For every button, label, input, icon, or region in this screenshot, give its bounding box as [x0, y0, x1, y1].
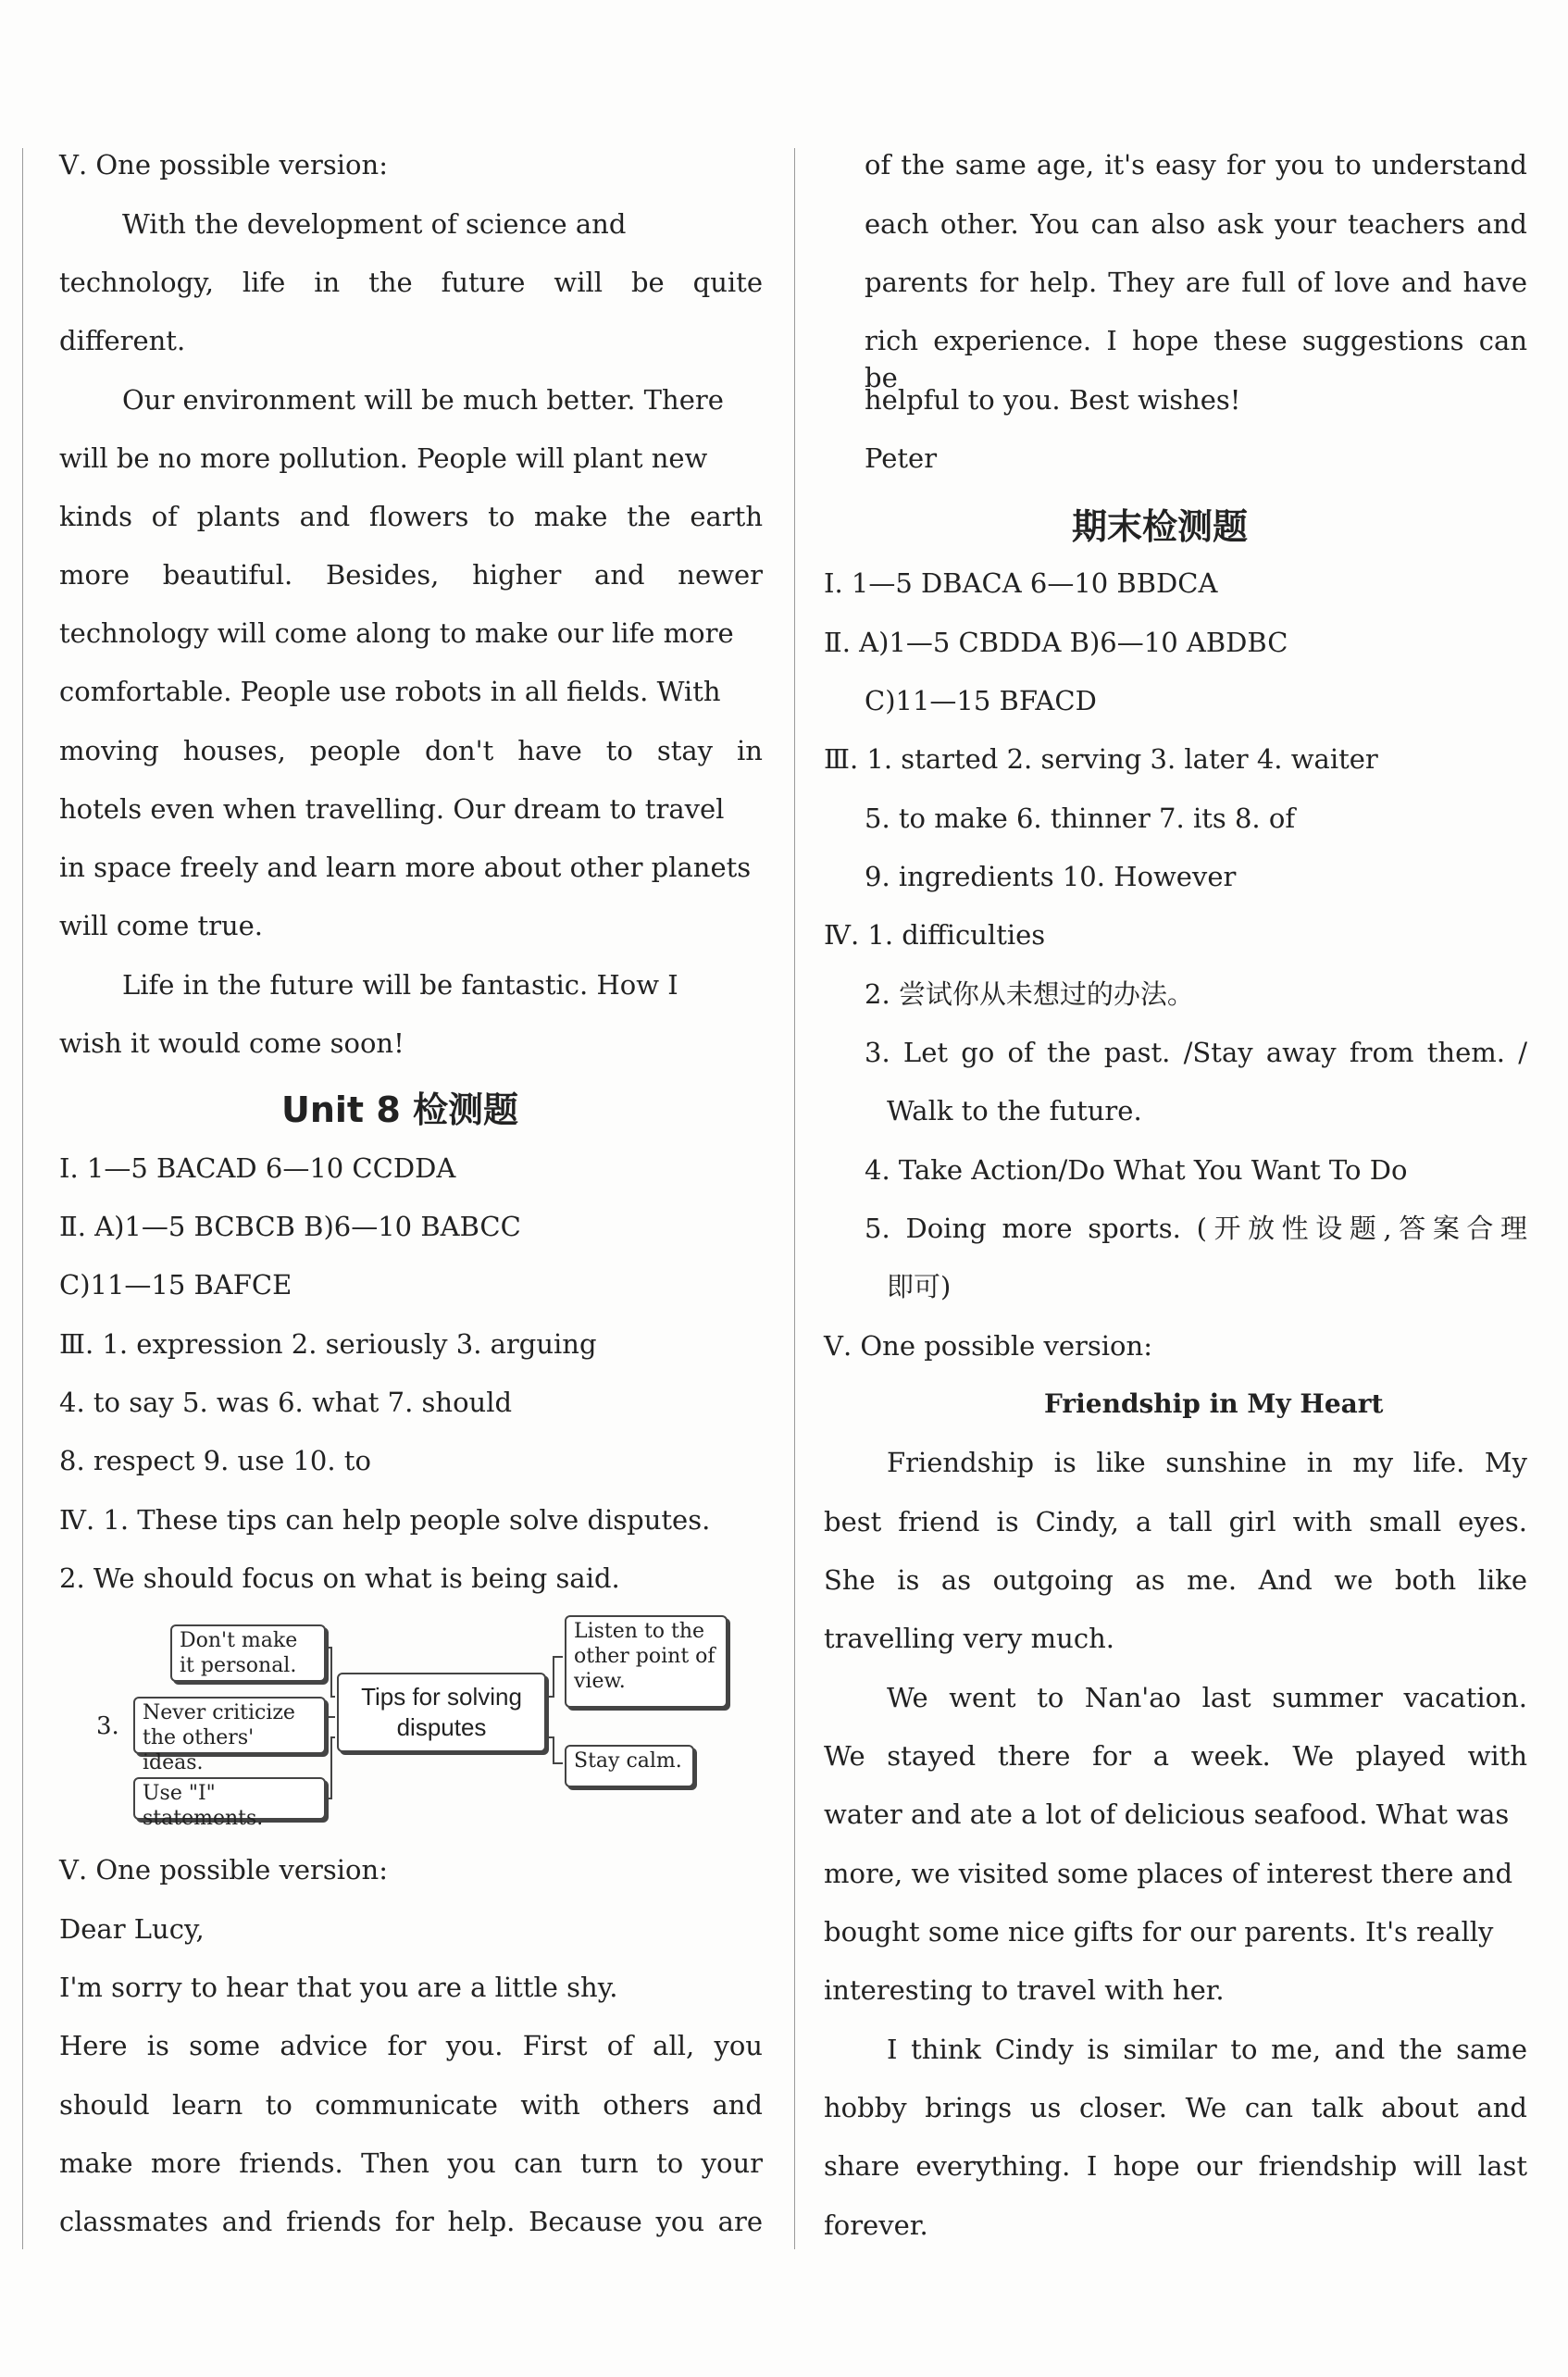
column-divider	[794, 148, 795, 2249]
essay-line: hotels even when travelling. Our dream to travel	[59, 793, 725, 825]
letter-line: rich experience. I hope these suggestions can be	[865, 325, 1527, 393]
letter-line: should learn to communicate with others and	[59, 2089, 763, 2121]
essay-line: Our environment will be much better. There	[122, 384, 724, 416]
essay-line: bought some nice gifts for our parents. It's really	[824, 1916, 1494, 1948]
letter-line: I'm sorry to hear that you are a little shy.	[59, 1972, 618, 2003]
essay-line: We stayed there for a week. We played with	[824, 1740, 1527, 1772]
essay-line: We went to Nan'ao last summer vacation.	[887, 1682, 1527, 1713]
answer-line: Ⅲ. 1. expression 2. seriously 3. arguing	[59, 1328, 597, 1360]
connector-line	[546, 1657, 563, 1697]
answer-line: 即可)	[887, 1271, 952, 1302]
mindmap-number: 3.	[96, 1712, 119, 1740]
answer-line: 2. 尝试你从未想过的办法。	[865, 978, 1194, 1010]
answer-line: 9. ingredients 10. However	[865, 861, 1237, 892]
essay-line: forever.	[824, 2209, 928, 2241]
answer-line: Ⅳ. 1. These tips can help people solve disputes.	[59, 1504, 711, 1536]
essay-line: more, we visited some places of interest there and	[824, 1858, 1513, 1889]
essay-line: comfortable. People use robots in all fields. With	[59, 676, 721, 707]
mindmap-center-box: Tips for solving disputes	[337, 1673, 546, 1752]
unit8-title: Unit 8 检测题	[281, 1089, 518, 1130]
letter-line: parents for help. They are full of love and have	[865, 267, 1527, 298]
essay-line: more beautiful. Besides, higher and newer	[59, 559, 763, 591]
answer-line: 5. to make 6. thinner 7. its 8. of	[865, 803, 1296, 834]
mindmap-left-box: Use "I" statements.	[133, 1777, 326, 1820]
letter-line: make more friends. Then you can turn to your	[59, 2147, 763, 2179]
answer-line: 8. respect 9. use 10. to	[59, 1445, 371, 1476]
letter-line: Dear Lucy,	[59, 1913, 205, 1945]
essay-line: water and ate a lot of delicious seafood. What was	[824, 1798, 1510, 1830]
answer-line: Ⅱ. A)1—5 BCBCB B)6—10 BABCC	[59, 1211, 521, 1242]
essay-line: best friend is Cindy, a tall girl with small eyes.	[824, 1506, 1527, 1537]
essay-line: Friendship is like sunshine in my life. My	[887, 1447, 1527, 1478]
essay-line: Life in the future will be fantastic. How I	[122, 969, 678, 1001]
section-label: Ⅴ. One possible version:	[824, 1330, 1152, 1362]
essay-line: She is as outgoing as me. And we both like	[824, 1564, 1527, 1596]
mind-map	[93, 1615, 759, 1837]
answer-line: Walk to the future.	[887, 1095, 1142, 1126]
essay-line: travelling very much.	[824, 1623, 1114, 1654]
connector-line	[546, 1737, 563, 1763]
left-margin-rule	[22, 148, 23, 2249]
essay-line: will come true.	[59, 910, 264, 941]
essay-line: interesting to travel with her.	[824, 1974, 1225, 2006]
essay-line: share everything. I hope our friendship will last	[824, 2150, 1527, 2182]
answer-line: Ⅲ. 1. started 2. serving 3. later 4. waiter	[824, 743, 1378, 775]
essay-line: hobby brings us closer. We can talk about and	[824, 2092, 1527, 2123]
essay-line: in space freely and learn more about other planets	[59, 852, 752, 883]
essay-line: With the development of science and	[122, 208, 627, 240]
essay-line: technology will come along to make our life more	[59, 617, 734, 649]
mindmap-right-box: Listen to the other point of view.	[565, 1615, 728, 1708]
essay-line: I think Cindy is similar to me, and the same	[887, 2034, 1527, 2065]
letter-line: classmates and friends for help. Because you are	[59, 2206, 763, 2237]
answer-line: Ⅰ. 1—5 BACAD 6—10 CCDDA	[59, 1152, 456, 1184]
letter-line: helpful to you. Best wishes!	[865, 384, 1241, 416]
essay-title: Friendship in My Heart	[1044, 1388, 1384, 1419]
section-label: Ⅴ. One possible version:	[59, 1854, 388, 1885]
answer-line: 4. to say 5. was 6. what 7. should	[59, 1387, 513, 1418]
answer-line: Ⅰ. 1—5 DBACA 6—10 BBDCA	[824, 567, 1218, 599]
answer-line: 5. Doing more sports. (开放性设题,答案合理	[865, 1213, 1527, 1244]
essay-line: wish it would come soon!	[59, 1027, 404, 1059]
mindmap-left-box: Don't make it personal.	[170, 1624, 326, 1682]
answer-line: 2. We should focus on what is being said.	[59, 1562, 620, 1594]
essay-line: will be no more pollution. People will plant new	[59, 442, 708, 474]
letter-line: of the same age, it's easy for you to understand	[865, 149, 1527, 180]
essay-line: moving houses, people don't have to stay in	[59, 735, 763, 766]
answer-line: Ⅳ. 1. difficulties	[824, 919, 1046, 951]
answer-line: C)11—15 BFACD	[865, 685, 1097, 716]
essay-line: technology, life in the future will be quite	[59, 267, 763, 298]
mindmap-left-box: Never criticize the others' ideas.	[133, 1697, 326, 1754]
section-label: Ⅴ. One possible version:	[59, 149, 388, 180]
mindmap-right-box: Stay calm.	[565, 1745, 694, 1787]
essay-line: different.	[59, 325, 186, 356]
answer-line: 4. Take Action/Do What You Want To Do	[865, 1154, 1408, 1186]
answer-line: 3. Let go of the past. /Stay away from them. /	[865, 1037, 1527, 1068]
letter-line: Here is some advice for you. First of all, you	[59, 2030, 763, 2061]
answer-line: C)11—15 BAFCE	[59, 1269, 292, 1301]
letter-line: each other. You can also ask your teachers and	[865, 208, 1527, 240]
letter-signature: Peter	[865, 442, 938, 474]
final-exam-title: 期末检测题	[1072, 506, 1249, 547]
answer-line: Ⅱ. A)1—5 CBDDA B)6—10 ABDBC	[824, 627, 1288, 658]
essay-line: kinds of plants and flowers to make the earth	[59, 501, 763, 532]
